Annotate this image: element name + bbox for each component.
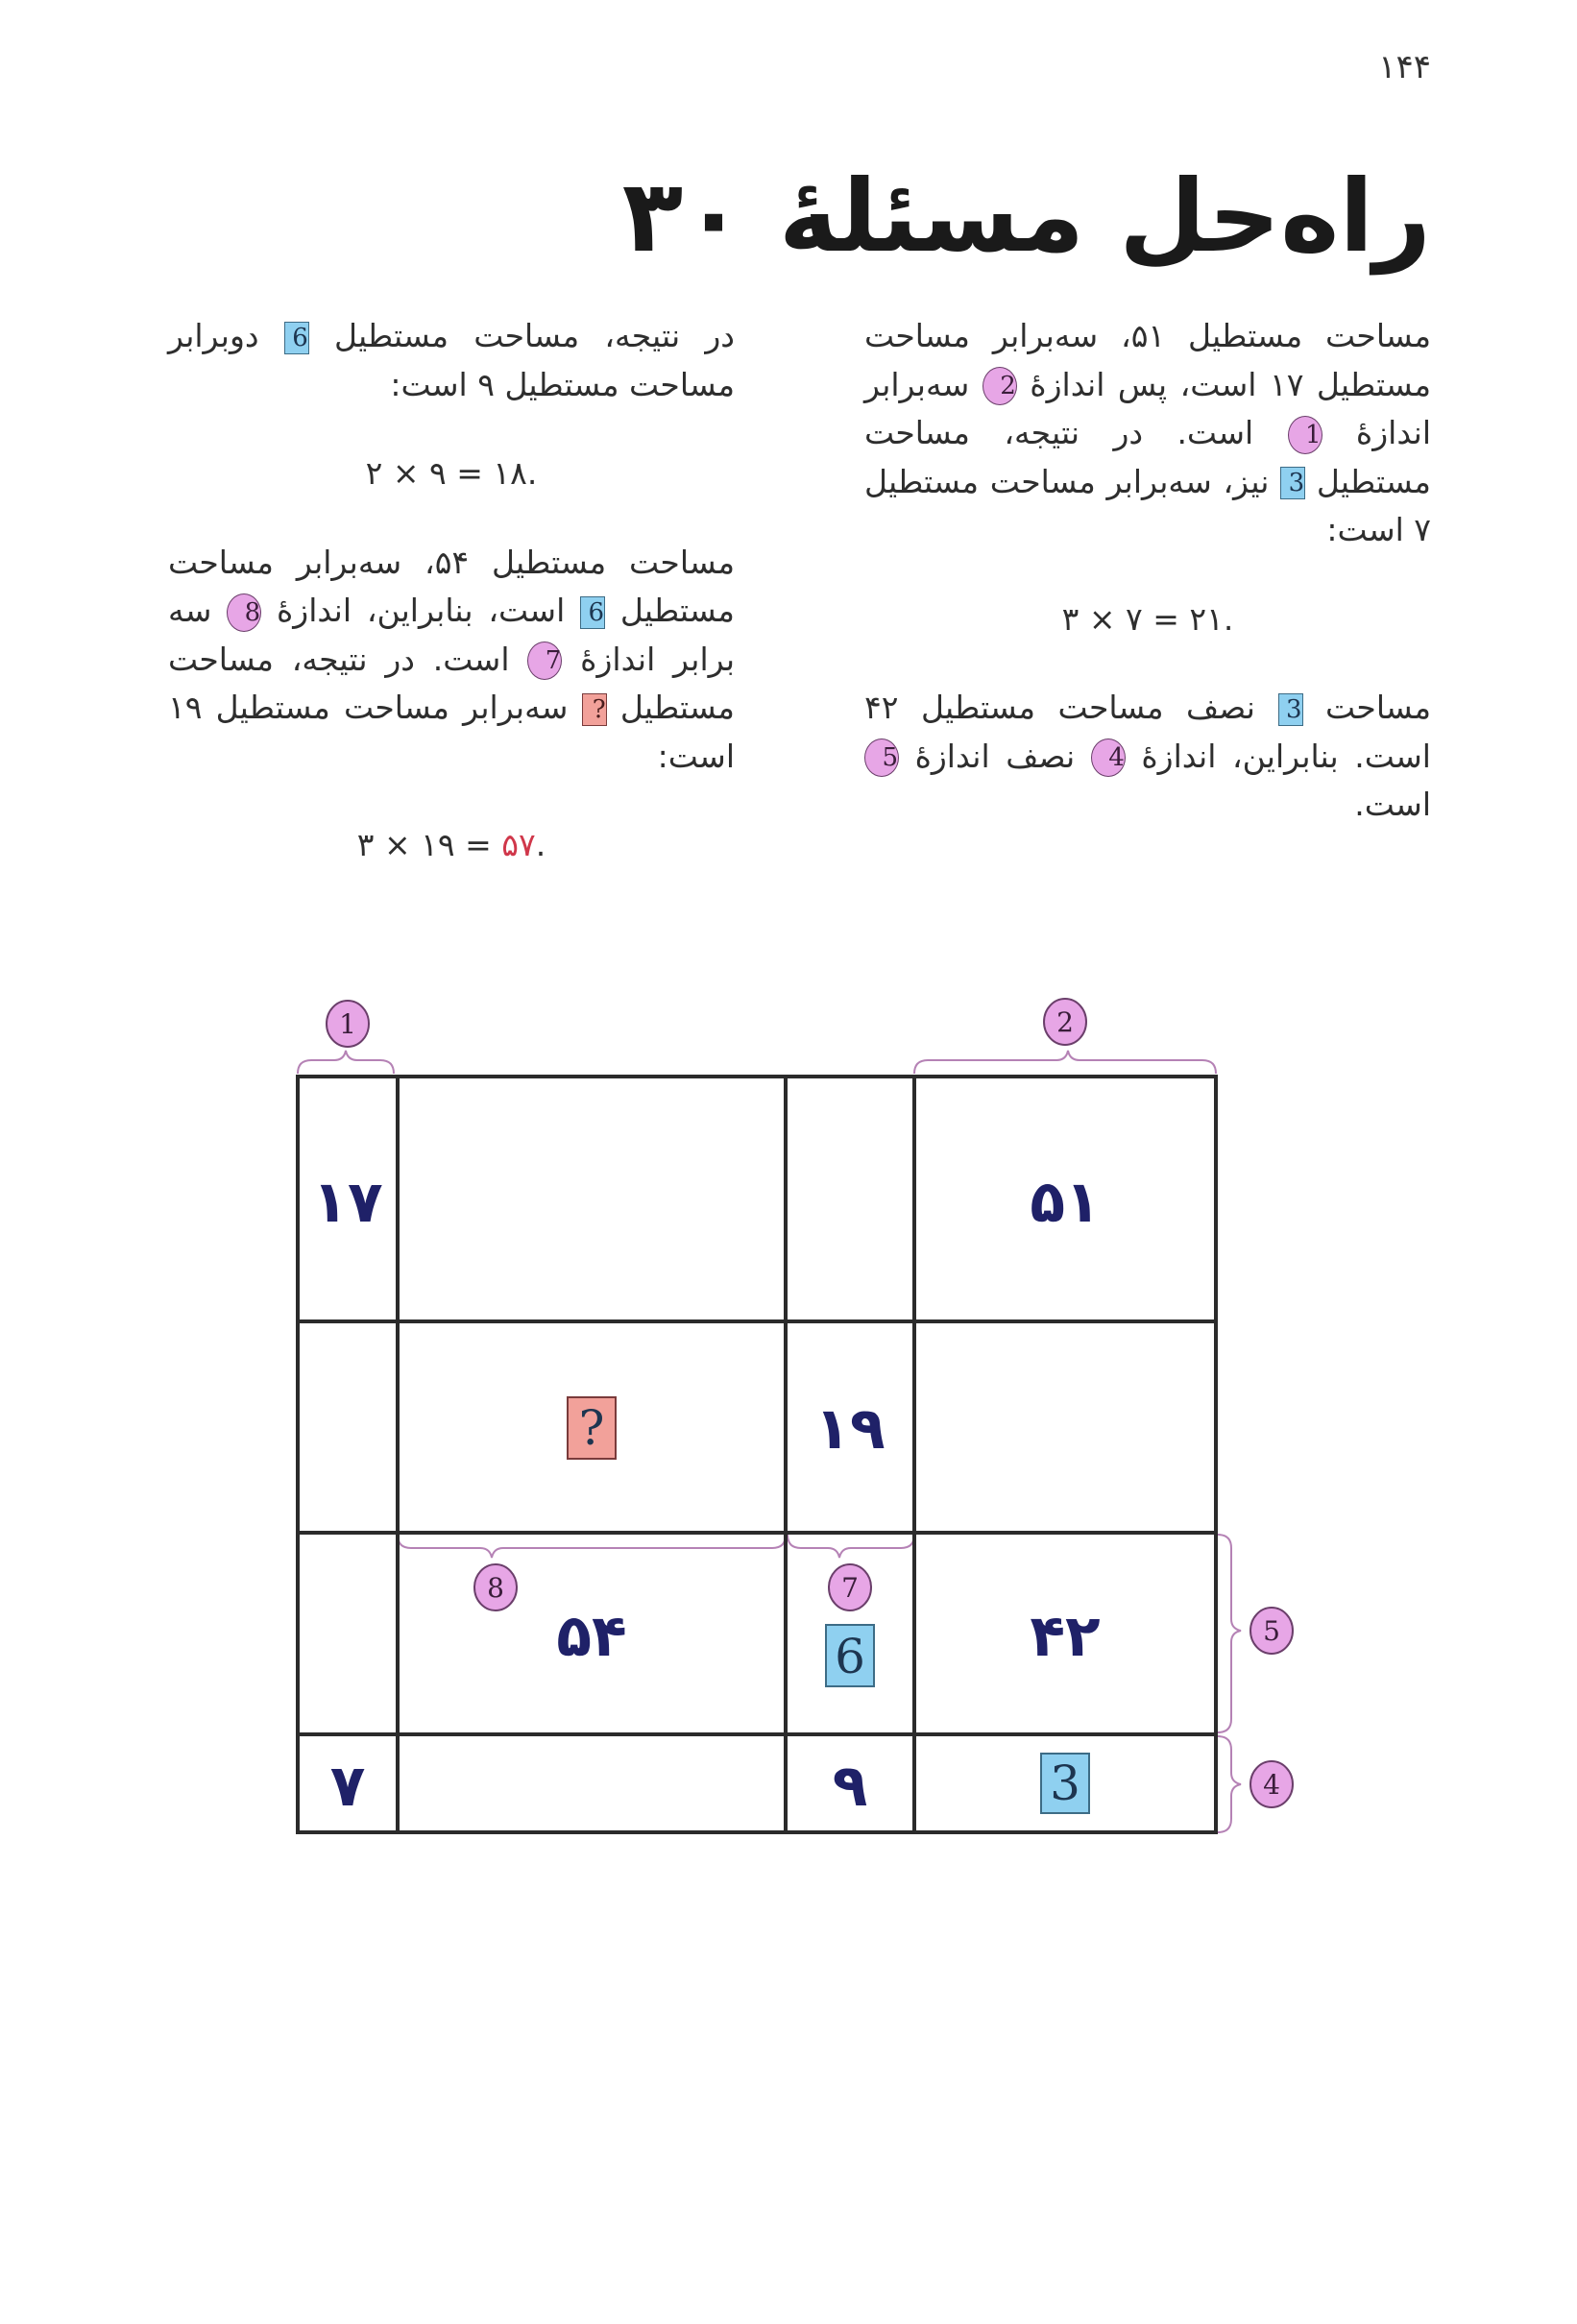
- marker-circle-1: 1: [1288, 416, 1322, 454]
- text: سه‌برابر مساحت مستطیل ۱۹ است:: [168, 689, 735, 775]
- marker-circle-4: 4: [1091, 738, 1126, 777]
- marker-5-label: 5: [1263, 1615, 1280, 1647]
- marker-circle-5: 5: [864, 738, 899, 777]
- text: است. در نتیجه، مساحت مستطیل: [168, 640, 735, 726]
- marker-1: [327, 1001, 369, 1047]
- brace-below-8: [398, 1535, 786, 1558]
- brace-right-4: [1218, 1736, 1241, 1832]
- marker-5: [1250, 1608, 1293, 1654]
- marker-circle-2: 2: [983, 367, 1017, 405]
- text: نیز، سه‌برابر مساحت مستطیل ۷ است:: [864, 462, 1431, 548]
- marker-8-label: 8: [487, 1572, 504, 1604]
- text: نصف اندازهٔ: [914, 737, 1076, 775]
- marker-2-label: 2: [1056, 1006, 1074, 1038]
- text: است، بنابراین، اندازهٔ: [276, 592, 566, 629]
- text: است. در نتیجه، مساحت مستطیل: [864, 414, 1431, 500]
- text: دوبرابر مساحت مستطیل ۹ است:: [168, 317, 735, 403]
- cell-7: ۷: [329, 1753, 366, 1820]
- marker-circle-8: 8: [227, 593, 261, 632]
- marker-box-3: 3: [1278, 693, 1303, 726]
- equation-period: .: [535, 826, 546, 863]
- text: سه برابر اندازهٔ: [168, 592, 736, 678]
- marker-7: [829, 1564, 871, 1610]
- equation-lhs: ۳ × ۱۹ =: [356, 826, 502, 863]
- text: مساحت مستطیل ۵۴، سه‌برابر مساحت مستطیل: [168, 543, 735, 629]
- text: در نتیجه، مساحت مستطیل: [333, 317, 735, 354]
- equation-3x7: ۳ × ۷ = ۲۱.: [1061, 599, 1234, 638]
- marker-box-6: 6: [284, 322, 309, 354]
- marker-1-label: 1: [339, 1008, 356, 1040]
- marker-4: [1250, 1761, 1293, 1807]
- brace-right-5: [1218, 1535, 1241, 1732]
- cell-3-label: 3: [1050, 1755, 1080, 1811]
- marker-box-3: 3: [1280, 467, 1305, 499]
- cell-17: ۱۷: [312, 1169, 383, 1236]
- text: مساحت مستطیل ۵۱، سه‌برابر مساحت مستطیل ۱۷ است، پس اندازهٔ: [864, 317, 1432, 403]
- page-number: ۱۴۴: [1378, 48, 1431, 86]
- marker-7-label: 7: [841, 1572, 859, 1604]
- text: نصف مساحت مستطیل ۴۲ است. بنابراین، اندازهٔ: [864, 689, 1431, 775]
- answer-value: ۵۷: [501, 826, 536, 863]
- brace-below-7: [788, 1535, 914, 1558]
- marker-2: [1044, 999, 1086, 1045]
- equation-2x9: ۲ × ۹ = ۱۸.: [365, 454, 538, 492]
- marker-8: [474, 1564, 517, 1610]
- unknown-marker-box: ?: [582, 693, 607, 726]
- marker-box-6: 6: [580, 596, 605, 629]
- cell-9: ۹: [832, 1753, 868, 1820]
- cell-19: ۱۹: [814, 1395, 886, 1463]
- brace-top-1: [298, 1051, 394, 1074]
- marker-4-label: 4: [1263, 1769, 1280, 1801]
- marker-circle-7: 7: [527, 642, 562, 680]
- cell-51: ۵۱: [1030, 1169, 1101, 1236]
- text: مساحت: [1325, 689, 1432, 726]
- cell-6-label: 6: [835, 1629, 865, 1684]
- brace-top-2: [914, 1051, 1216, 1074]
- text: است.: [1354, 786, 1431, 823]
- cell-42: ۴۲: [1030, 1603, 1101, 1670]
- cell-unknown: ?: [578, 1400, 605, 1456]
- page-title: راه‌حل مسئلهٔ ۳۰: [621, 157, 1431, 275]
- cell-54: ۵۴: [556, 1603, 627, 1670]
- text: سه‌برابر اندازهٔ: [864, 365, 1431, 451]
